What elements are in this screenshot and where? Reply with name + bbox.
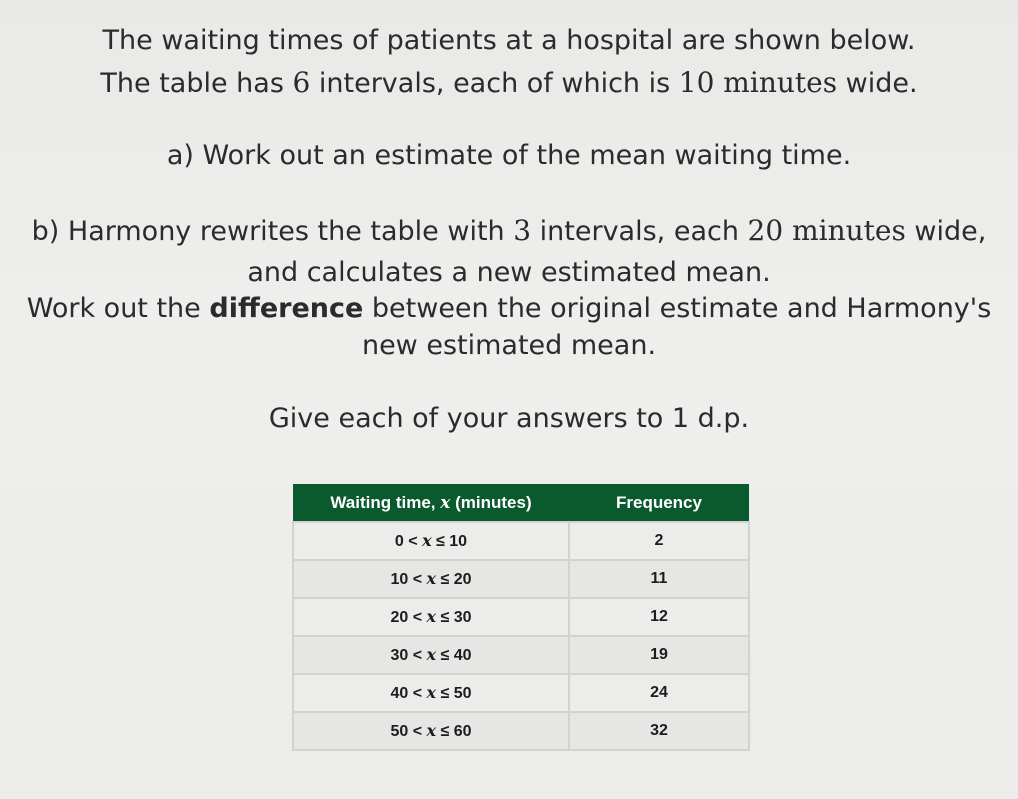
interval-count: 6 [292, 66, 311, 99]
header-time-variable: x [440, 492, 451, 513]
less-equal-symbol: ≤ [431, 533, 450, 550]
new-interval-width: 20 [747, 214, 784, 247]
interval-cell [293, 636, 569, 674]
interval-variable: x [426, 721, 437, 740]
interval-cell [293, 522, 569, 560]
difference-emphasis: difference [209, 293, 364, 324]
table-row [293, 636, 749, 674]
interval-unit: minutes [714, 66, 838, 99]
interval-lower-bound: 20 [390, 609, 409, 626]
part-b-line-2: and calculates a new estimated mean. [247, 257, 771, 288]
new-interval-unit: minutes [783, 214, 906, 247]
less-than-symbol: < [408, 647, 427, 664]
interval-variable: x [426, 683, 437, 702]
interval-lower-bound: 30 [390, 647, 409, 664]
interval-lower-bound: 10 [390, 571, 409, 588]
interval-cell [293, 674, 569, 712]
interval-variable: x [426, 607, 437, 626]
table-row [293, 712, 749, 750]
less-equal-symbol: ≤ [436, 571, 454, 588]
less-equal-symbol: ≤ [436, 609, 454, 626]
part-a-text: a) Work out an estimate of the mean waiting time. [166, 140, 852, 171]
header-frequency: Frequency [569, 484, 749, 522]
part-b-text-4: Work out the [26, 293, 210, 324]
interval-upper-bound: 30 [453, 609, 472, 626]
part-b-line-3 [0, 292, 1018, 326]
table-row [293, 522, 749, 560]
table-row [293, 598, 749, 636]
table-body [293, 522, 749, 750]
interval-upper-bound: 10 [449, 533, 468, 550]
intro-text-1: The table has [100, 68, 293, 99]
intro-line-2 [0, 66, 1018, 101]
interval-upper-bound: 40 [453, 647, 472, 664]
less-equal-symbol: ≤ [436, 647, 454, 664]
part-b-text-1: b) Harmony rewrites the table with [31, 216, 514, 247]
interval-variable: x [422, 531, 432, 550]
interval-upper-bound: 20 [453, 571, 472, 588]
part-b-text-5: between the original estimate and Harmony's [363, 293, 992, 324]
header-time-text-2: (minutes) [450, 492, 532, 512]
frequency-cell: 2 [569, 522, 749, 560]
frequency-cell: 11 [569, 560, 749, 598]
interval-width: 10 [678, 66, 715, 99]
intro-line-1: The waiting times of patients at a hospital are shown below. [102, 25, 916, 56]
instruction-text: Give each of your answers to 1 d.p. [268, 403, 750, 434]
intro-text-3: wide. [837, 68, 918, 99]
interval-cell [293, 598, 569, 636]
table-row [293, 674, 749, 712]
header-time-text-1: Waiting time, [330, 492, 441, 512]
less-than-symbol: < [408, 609, 427, 626]
frequency-cell: 32 [569, 712, 749, 750]
less-equal-symbol: ≤ [436, 685, 454, 702]
new-interval-count: 3 [513, 214, 532, 247]
interval-upper-bound: 60 [453, 723, 472, 740]
frequency-cell: 12 [569, 598, 749, 636]
interval-variable: x [426, 645, 437, 664]
frequency-table [292, 484, 750, 751]
interval-variable: x [426, 569, 437, 588]
frequency-cell: 24 [569, 674, 749, 712]
header-waiting-time [293, 484, 569, 522]
interval-cell [293, 712, 569, 750]
less-than-symbol: < [403, 533, 423, 550]
less-than-symbol: < [408, 571, 427, 588]
table-row [293, 560, 749, 598]
part-b-text-2: intervals, each [531, 216, 748, 247]
interval-lower-bound: 0 [394, 533, 404, 550]
table-header-row [293, 484, 749, 522]
intro-text-2: intervals, each of which is [310, 68, 679, 99]
interval-upper-bound: 50 [453, 685, 472, 702]
interval-lower-bound: 40 [390, 685, 409, 702]
less-than-symbol: < [408, 685, 427, 702]
part-b-line-4: new estimated mean. [361, 330, 657, 361]
part-b-text-3: wide, [905, 216, 987, 247]
less-equal-symbol: ≤ [436, 723, 454, 740]
interval-cell [293, 560, 569, 598]
frequency-cell: 19 [569, 636, 749, 674]
less-than-symbol: < [408, 723, 427, 740]
part-b-line-1 [0, 214, 1018, 249]
interval-lower-bound: 50 [390, 723, 409, 740]
